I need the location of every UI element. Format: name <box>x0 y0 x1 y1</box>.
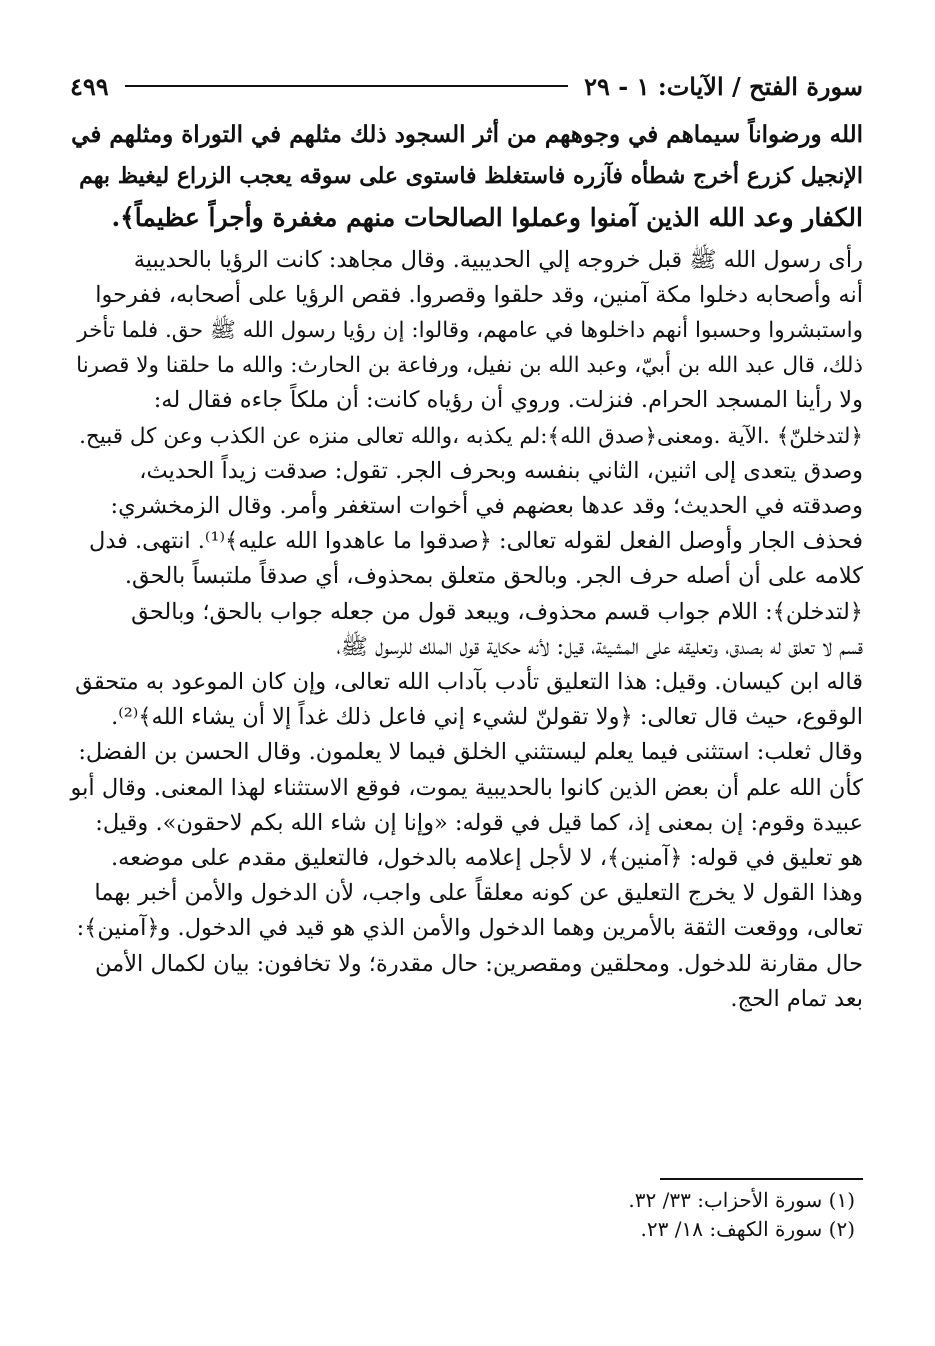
verse-line: الكفار وعد الله الذين آمنوا وعملوا الصالحات منهم مغفرة وأجراً عظيماً﴾. <box>111 203 863 232</box>
commentary-line: وصدق يتعدى إلى اثنين، الثاني بنفسه وبحرف الجر. تقول: صدقت زيداً الحديث، <box>139 457 863 484</box>
page-header <box>70 66 863 106</box>
commentary-line: وقال ثعلب: استثنى فيما يعلم ليستثني الخلق فيما لا يعلمون. وقال الحسن بن الفضل: <box>78 739 863 766</box>
commentary-text <box>70 243 863 1017</box>
footnote: (٢) سورة الكهف: ١٨/ ٢٣. <box>640 1217 855 1241</box>
commentary-line: قسم لا تعلق له بصدق، وتعليقه على المشيئة، قيل: لأنه حكاية قول الملك للرسول ﷺ، <box>336 633 863 660</box>
commentary-line: قاله ابن كيسان. وقيل: هذا التعليق تأدب بآداب الله تعالى، وإن كان الموعود به متحقق <box>75 668 863 695</box>
commentary-line: ﴿لتدخلن﴾: اللام جواب قسم محذوف، ويبعد قول من جعله جواب بالحق؛ وبالحق <box>131 598 863 625</box>
footnote-divider <box>660 1178 863 1180</box>
commentary-line: الوقوع، حيث قال تعالى: ﴿ولا تقولنّ لشيء إني فاعل ذلك غداً إلا أن يشاء الله﴾⁽²⁾. <box>111 704 863 731</box>
footnotes <box>628 1186 855 1244</box>
commentary-line: ولا رأينا المسجد الحرام. فنزلت. وروي أن رؤياه كانت: أن ملكاً جاءه فقال له: <box>153 387 863 414</box>
commentary-line: ﴿لتدخلنّ﴾ .الآية .ومعنى﴿صدق الله﴾:لم يكذبه ،والله تعالى منزه عن الكذب وعن كل قبيح. <box>79 423 863 449</box>
commentary-line: تعالى، ووقعت الثقة بالأمرين وهما الدخول والأمن الذي هو قيد في الدخول. و﴿آمنين﴾: <box>76 915 863 942</box>
commentary-line: هو تعليق في قوله: ﴿آمنين﴾، لا لأجل إعلامه بالدخول، فالتعليق مقدم على موضعه. <box>111 844 863 871</box>
header-rule <box>125 85 568 87</box>
footnote: (١) سورة الأحزاب: ٣٣/ ٣٢. <box>628 1188 855 1212</box>
verse-line: الله ورضواناً سيماهم في وجوههم من أثر السجود ذلك مثلهم في التوراة ومثلهم في <box>71 121 863 148</box>
commentary-line: واستبشروا وحسبوا أنهم داخلوها في عامهم، وقالوا: إن رؤيا رسول الله ﷺ حق. فلما تأخر <box>77 317 863 343</box>
commentary-line: وهذا القول لا يخرج التعليق عن كونه معلقاً على واجب، لأن الدخول والأمن أخبر بهما <box>94 880 863 907</box>
verse-line: الإنجيل كزرع أخرج شطأه فآزره فاستغلظ فاستوى على سوقه يعجب الزراع ليغيظ بهم <box>79 162 863 189</box>
commentary-line: ذلك، قال عبد الله بن أبيّ، وعبد الله بن نفيل، ورفاعة بن الحارث: والله ما حلقنا ولا قصرنا <box>76 353 863 379</box>
commentary-line: كلامه على أن أصله حرف الجر. وبالحق متعلق بمحذوف، أي صدقاً ملتبساً بالحق. <box>124 563 863 590</box>
commentary-line: حال مقارنة للدخول. ومحلقين ومقصرين: حال مقدرة؛ ولا تخافون: بيان لكمال الأمن <box>95 950 863 977</box>
commentary-line: فحذف الجار وأوصل الفعل لقوله تعالى: ﴿صدقوا ما عاهدوا الله عليه﴾⁽¹⁾. انتهى. فدل <box>88 528 863 555</box>
commentary-line: عبيدة وقوم: إن بمعنى إذ، كما قيل في قوله: «وإنا إن شاء الله بكم لاحقون». وقيل: <box>95 809 863 836</box>
commentary-line: كأن الله علم أن بعض الذين كانوا بالحديبية يموت، فوقع الاستثناء لهذا المعنى. وقال أبو <box>70 774 863 801</box>
page-body <box>70 114 863 1017</box>
commentary-line: وصدقته في الحديث؛ وقد عدها بعضهم في أخوات استغفر وأمر. وقال الزمخشري: <box>110 492 863 519</box>
surah-title: سورة الفتح / الآيات: ١ - ٢٩ <box>584 71 863 101</box>
quran-verse-block <box>70 114 863 239</box>
page-number: ٤٩٩ <box>70 71 109 101</box>
commentary-line: رأى رسول الله ﷺ قبل خروجه إلي الحديبية. وقال مجاهد: كانت الرؤيا بالحديبية <box>133 246 863 273</box>
commentary-line: بعد تمام الحج. <box>730 985 863 1012</box>
commentary-line: أنه وأصحابه دخلوا مكة آمنين، وقد حلقوا وقصروا. فقص الرؤيا على أصحابه، ففرحوا <box>95 281 863 308</box>
